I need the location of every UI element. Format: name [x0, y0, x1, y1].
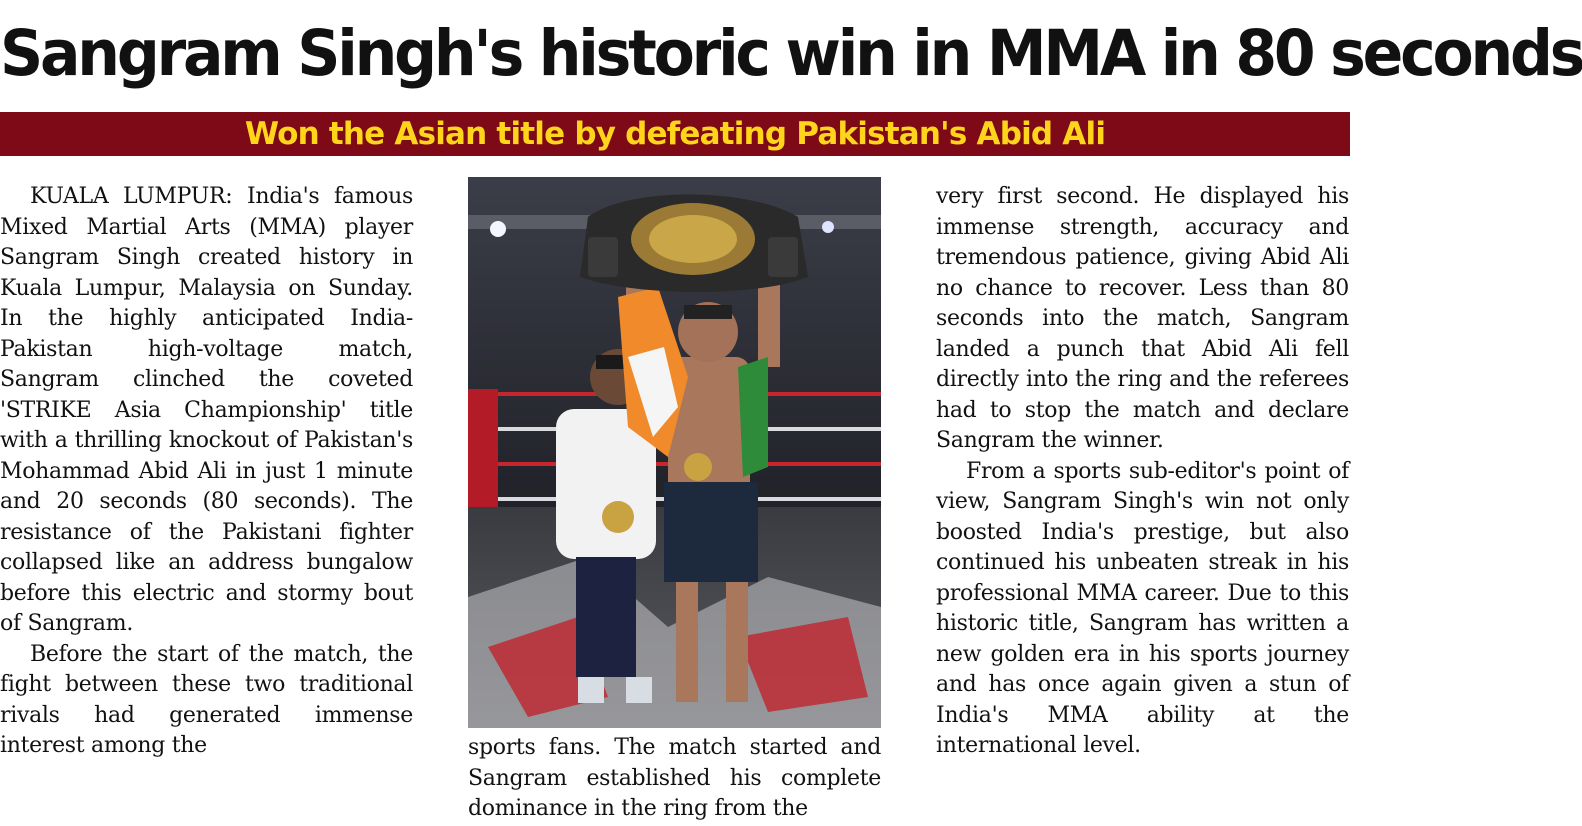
subheadline: Won the Asian title by defeating Pakistan's Abid Ali	[244, 116, 1106, 152]
article-photo	[468, 177, 881, 728]
article-paragraph-2-start: Before the start of the match, the fight between these two traditional rivals had generated immense interest among the	[0, 641, 413, 758]
article-paragraph-3: From a sports sub-editor's point of view, Sangram Singh's win not only boosted India's prestige, but also continued his unbeaten streak in his professional MMA career. Due to this historic title, Sangram has written a new golden era in his sports journey and has once again given a stun of India's MMA ability at the international level.	[936, 458, 1349, 758]
article-paragraph-2-end: very first second. He displayed his immense strength, accuracy and tremendous patience, giving Abid Ali no chance to recover. Less than 80 seconds into the match, Sangram landed a punch that Abid Ali fell directly into the ring and the referees had to stop the match and declare Sangram the winner.	[936, 184, 1349, 453]
subheadline-bar	[0, 112, 1350, 156]
headline: Sangram Singh's historic win in MMA in 80 seconds	[0, 17, 1582, 91]
article-column-1	[0, 182, 413, 762]
fighter-photo-icon	[468, 177, 881, 728]
article-paragraph-2-middle: sports fans. The match started and Sangram established his complete dominance in the ring from the	[468, 735, 881, 821]
article-paragraph-1: KUALA LUMPUR: India's famous Mixed Martial Arts (MMA) player Sangram Singh created history in Kuala Lumpur, Malaysia on Sunday. In the highly anticipated India-Pakistan high-voltage match, Sangram clinched the coveted 'STRIKE Asia Championship' title with a thrilling knockout of Pakistan's Mohammad Abid Ali in just 1 minute and 20 seconds (80 seconds). The resistance of the Pakistani fighter collapsed like an address bungalow before this electric and stormy bout of Sangram.	[0, 184, 413, 636]
article-column-2	[468, 733, 881, 825]
article-column-3	[936, 182, 1349, 762]
